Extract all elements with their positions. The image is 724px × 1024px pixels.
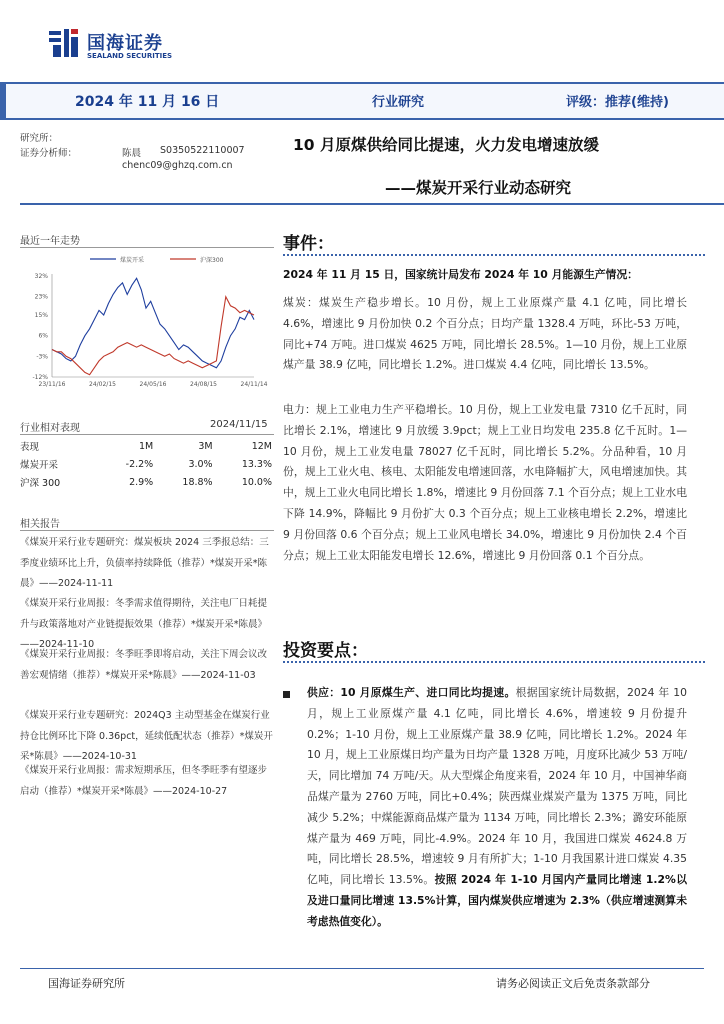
trend-title: 最近一年走势 [20, 236, 80, 247]
x-tick-label: 24/02/15 [89, 381, 116, 388]
footer-right: 请务必阅读正文后免责条款部分 [496, 977, 650, 990]
related-report-item[interactable]: 《煤炭开采行业专题研究：2024Q3 主动型基金在煤炭行业持仓比例环比下降 0.36pct，延续低配状态（推荐）*煤炭开采*陈晨》——2024-10-31 [20, 710, 273, 762]
analyst-label: 证券分析师： [20, 148, 78, 159]
perf-table [20, 437, 272, 491]
x-tick-label: 23/11/16 [38, 381, 66, 388]
perf-title: 行业相对表现 [20, 423, 80, 434]
y-tick-label: -3% [36, 353, 48, 361]
perf-cell: 13.3% [241, 458, 272, 470]
invest-supply-paragraph [307, 683, 687, 933]
logo-mark-icon [47, 27, 81, 61]
analyst-email[interactable]: chenc09@ghzq.com.cn [122, 160, 233, 171]
table-row [20, 437, 272, 455]
footer-divider [20, 968, 704, 969]
event-divider [283, 254, 705, 256]
event-coal-paragraph: 煤炭：煤炭生产稳步增长。10 月份，规上工业原煤产量 4.1 亿吨，同比增长 4.6%，增速比 9 月份加快 0.2 个百分点；日均产量 1328.4 万吨，环比-53 万吨，同比+74 万吨。进口煤炭 4625 万吨，同比增长 28.5%。1—10 月份，规上工业原煤产量 38.9 亿吨，同比增长 1.2%。进口煤炭 4.4 亿吨，同比增长 13.5%。 [283, 296, 687, 372]
event-power-paragraph: 电力：规上工业电力生产平稳增长。10 月份，规上工业发电量 7310 亿千瓦时，同比增长 2.1%，增速比 9 月放缓 3.9pct；规上工业日均发电 235.8 亿千瓦时。1—10 月份，规上工业发电量 78027 亿千瓦时，同比增长 5.2%。分品种看，10 月份，规上工业火电、核电、太阳能发电增速回落，水电降幅扩大，风电增速加快。其中，规上工业火电同比增长 1.8%，增速比 9 月份回落 7.1 个百分点；规上工业水电下降 14.9%，降幅比 9 月份扩大 0.3 个百分点；规上工业核电增长 2.2%，增速比 9 月份回落 0.6 个百分点；规上工业风电增长 34.0%，增速比 9 月份加快 2.4 个百分点；规上工业太阳能发电增长 12.6%，增速比 9 月份回落 0.1 个百分点。 [283, 403, 687, 562]
y-tick-label: 23% [34, 293, 48, 301]
company-logo [47, 27, 187, 65]
perf-cell: -2.2% [125, 458, 154, 470]
table-row [20, 455, 272, 473]
y-tick-label: 6% [38, 332, 48, 340]
logo-cn-text: 国海证券 [87, 33, 163, 54]
event-lead: 2024 年 11 月 15 日，国家统计局发布 2024 年 10 月能源生产情况： [283, 268, 638, 281]
report-category: 行业研究 [372, 95, 425, 110]
perf-header: 3M [198, 440, 213, 452]
related-report-item[interactable]: 《煤炭开采行业周报：需求短期承压，但冬季旺季有望逐步启动（推荐）*煤炭开采*陈晨》——2024-10-27 [20, 765, 268, 797]
title-divider [20, 203, 724, 205]
perf-date: 2024/11/15 [210, 419, 268, 430]
report-rating: 评级：推荐(维持) [566, 95, 669, 110]
report-title: 10 月原煤供给同比提速，火力发电增速放缓 [293, 136, 599, 154]
y-tick-label: -12% [32, 374, 48, 381]
related-report-item[interactable]: 《煤炭开采行业专题研究：煤炭板块 2024 三季报总结：三季度业绩环比上升，负债率持续降低（推荐）*煤炭开采*陈晨》——2024-11-11 [20, 537, 269, 589]
footer-left: 国海证券研究所 [48, 977, 125, 990]
x-tick-label: 24/05/16 [139, 381, 167, 388]
perf-cell: 18.8% [182, 476, 213, 488]
perf-cell: 煤炭开采 [20, 460, 59, 471]
invest-heading: 投资要点： [283, 641, 368, 661]
bullet-icon [283, 691, 290, 698]
legend-label: 煤炭开采 [120, 257, 145, 264]
event-heading: 事件： [283, 234, 334, 254]
y-tick-label: 15% [34, 312, 48, 320]
related-report-item[interactable]: 《煤炭开采行业周报：冬季需求值得期待，关注电厂日耗提升与政策落地对产业链提振效果（推荐）*煤炭开采*陈晨》——2024-11-10 [20, 598, 268, 650]
supply-body: 根据国家统计局数据，2024 年 10 月，规上工业原煤产量 4.1 亿吨，同比增长 4.6%，增速较 9 月份提升 0.2%；1-10 月份，规上工业原煤产量 38.9 亿吨，同比增长 1.2%。2024 年 10 月，规上工业原煤日均产量为日均产量 1328 万吨，月度环比减少 53 万吨/天，同比增加 74 万吨/天。从大型煤企角度来看，2024 年 10 月，中国神华商品煤产量为 2760 万吨，同比+0.4%；陕西煤业煤炭产量为 1375 万吨，同比减少 5.2%；中煤能源商品煤产量为 1134 万吨，同比增长 2.3%；潞安环能原煤产量为 469 万吨，同比-4.9%。2024 年 10 月，我国进口煤炭 4624.8 万吨，同比增长 28.5%，增速较 9 月有所扩大；1-10 月我国累计进口煤炭 4.35 亿吨，同比增长 13.5%。 [307, 686, 687, 887]
analyst-name: 陈晨 [122, 148, 142, 159]
report-date: 2024 年 11 月 16 日 [75, 94, 220, 110]
invest-divider [283, 661, 705, 663]
header-banner [0, 82, 724, 120]
perf-divider [20, 434, 274, 435]
x-tick-label: 24/08/15 [190, 381, 217, 388]
trend-chart [20, 250, 274, 395]
y-tick-label: 32% [34, 273, 48, 280]
related-divider [20, 530, 274, 531]
related-title: 相关报告 [20, 519, 60, 530]
analyst-license: S0350522110007 [160, 145, 245, 156]
supply-title: 供应：10 月原煤生产、进口同比均提速。 [307, 686, 516, 699]
perf-cell: 2.9% [129, 476, 154, 488]
perf-header: 12M [251, 440, 272, 452]
perf-header: 1M [138, 440, 154, 452]
report-subtitle: ——煤炭开采行业动态研究 [385, 179, 572, 197]
perf-cell: 3.0% [188, 458, 213, 470]
researcher-label: 研究所： [20, 133, 59, 144]
perf-header: 表现 [20, 442, 40, 453]
perf-cell: 沪深 300 [20, 478, 61, 489]
trend-divider [20, 247, 274, 248]
logo-en-text: SEALAND SECURITIES [87, 52, 173, 60]
table-row [20, 473, 272, 491]
series-line [52, 278, 254, 368]
related-report-item[interactable]: 《煤炭开采行业周报：冬季旺季即将启动，关注下周会议改善宏观情绪（推荐）*煤炭开采*陈晨》——2024-11-03 [20, 649, 268, 681]
legend-label: 沪深300 [200, 257, 224, 264]
perf-cell: 10.0% [241, 476, 272, 488]
supply-conclusion: 按照 2024 年 1-10 月国内产量同比增速 1.2%以及进口量同比增速 13.5%计算，国内煤炭供应增速为 2.3%（供应增速测算未考虑热值变化）。 [307, 873, 687, 928]
x-tick-label: 24/11/14 [240, 381, 268, 388]
